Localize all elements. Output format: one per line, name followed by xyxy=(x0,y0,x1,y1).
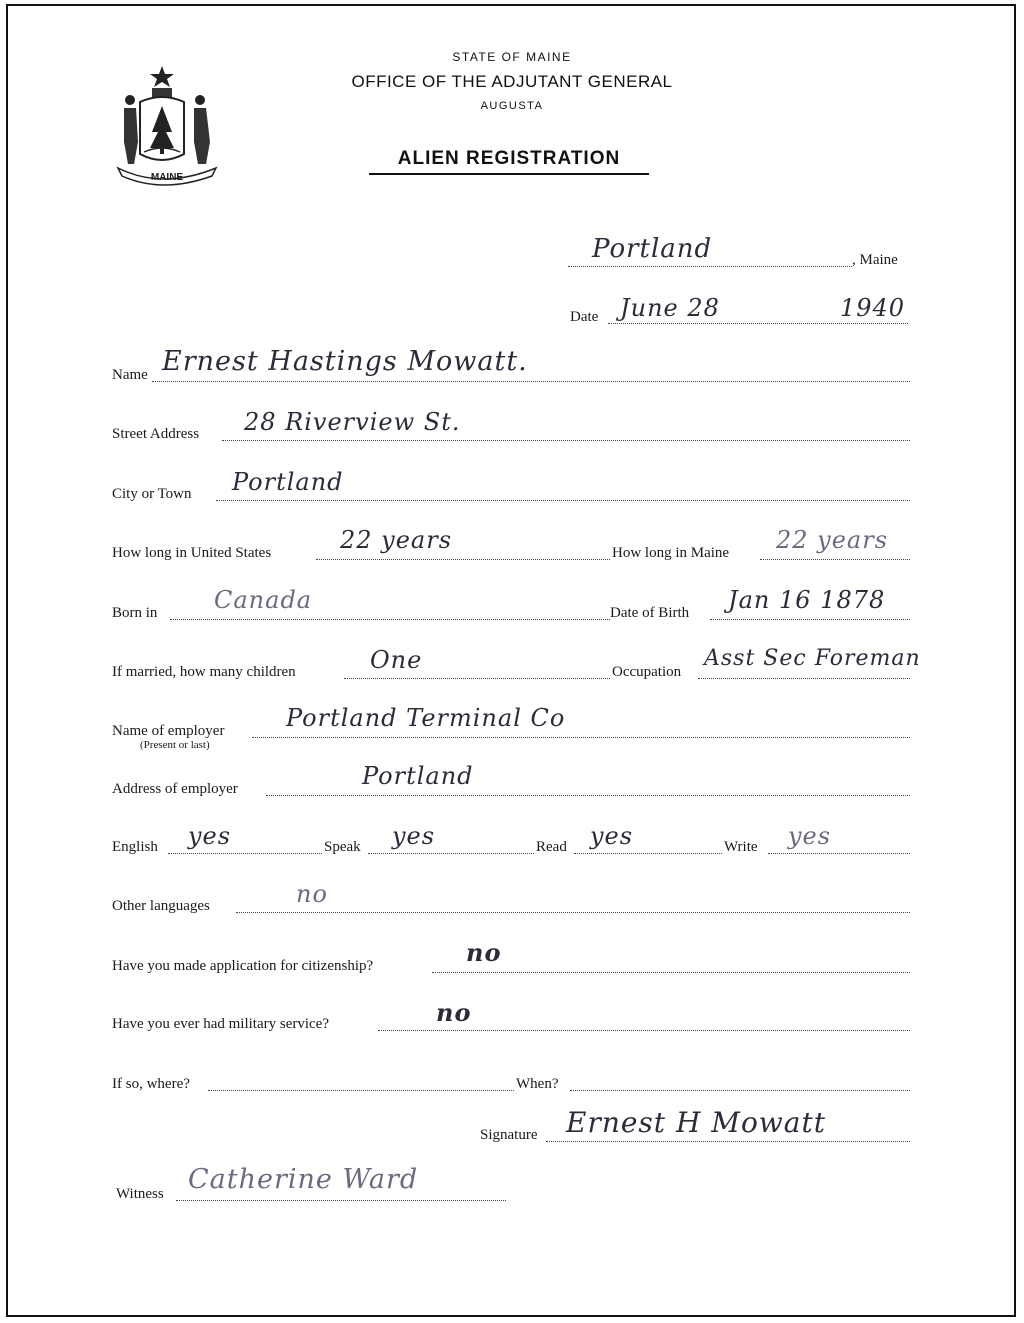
employer-label: Name of employer xyxy=(112,723,225,739)
employer-address-line xyxy=(266,795,910,796)
occupation-label: Occupation xyxy=(612,664,682,680)
born-in-value: Canada xyxy=(214,586,313,614)
street-line xyxy=(222,440,910,441)
english-line xyxy=(168,853,322,854)
other-languages-line xyxy=(236,912,910,913)
street-value: 28 Riverview St. xyxy=(244,408,461,436)
born-in-line xyxy=(170,619,610,620)
military-label: Have you ever had military service? xyxy=(112,1016,329,1032)
employer-sublabel: (Present or last) xyxy=(140,739,210,751)
born-in-label: Born in xyxy=(112,605,158,621)
speak-label: Speak xyxy=(324,839,361,855)
street-label: Street Address xyxy=(112,426,200,442)
employer-line xyxy=(252,737,910,738)
employer-address-label: Address of employer xyxy=(112,781,238,797)
years-maine-value: 22 years xyxy=(776,526,889,554)
date-label: Date xyxy=(570,309,599,325)
read-value: yes xyxy=(590,822,634,850)
place-value: Portland xyxy=(592,234,713,264)
years-maine-line xyxy=(760,559,910,560)
employer-value: Portland Terminal Co xyxy=(286,704,566,732)
citizenship-line xyxy=(432,972,910,973)
header-office: OFFICE OF THE ADJUTANT GENERAL xyxy=(351,72,673,91)
witness-label: Witness xyxy=(116,1186,164,1202)
name-value: Ernest Hastings Mowatt. xyxy=(162,346,528,377)
write-value: yes xyxy=(788,822,832,850)
place-label: , Maine xyxy=(852,252,898,268)
read-line xyxy=(574,853,722,854)
other-languages-label: Other languages xyxy=(112,898,210,914)
military-value: no xyxy=(436,998,472,1027)
write-label: Write xyxy=(724,839,758,855)
citizenship-label: Have you made application for citizenship? xyxy=(112,958,374,974)
years-us-line xyxy=(316,559,610,560)
speak-value: yes xyxy=(392,822,436,850)
english-value: yes xyxy=(188,822,232,850)
years-maine-label: How long in Maine xyxy=(612,545,730,561)
where-label: If so, where? xyxy=(112,1076,190,1092)
occupation-line xyxy=(698,678,910,679)
citizenship-value: no xyxy=(466,938,502,967)
header-state: STATE OF MAINE xyxy=(452,50,572,64)
city-label: City or Town xyxy=(112,486,192,502)
signature-line xyxy=(546,1141,910,1142)
years-us-value: 22 years xyxy=(340,526,453,554)
witness-line xyxy=(176,1200,506,1201)
other-languages-value: no xyxy=(296,880,328,908)
military-line xyxy=(378,1030,910,1031)
dob-label: Date of Birth xyxy=(610,605,690,621)
english-label: English xyxy=(112,839,158,855)
header-city: AUGUSTA xyxy=(480,100,544,112)
speak-line xyxy=(368,853,534,854)
children-label: If married, how many children xyxy=(112,664,296,680)
dob-line xyxy=(710,619,910,620)
title-underline xyxy=(369,173,649,175)
name-label: Name xyxy=(112,367,148,383)
name-line xyxy=(152,381,910,382)
where-line xyxy=(208,1090,514,1091)
place-line xyxy=(568,266,852,267)
when-label: When? xyxy=(516,1076,559,1092)
city-value: Portland xyxy=(232,468,344,496)
dob-value: Jan 16 1878 xyxy=(728,586,886,614)
children-line xyxy=(344,678,610,679)
witness-value: Catherine Ward xyxy=(188,1164,419,1195)
form-title: ALIEN REGISTRATION xyxy=(397,148,621,169)
date-value: June 28 xyxy=(620,294,720,322)
city-line xyxy=(216,500,910,501)
signature-value: Ernest H Mowatt xyxy=(566,1106,826,1139)
read-label: Read xyxy=(536,839,567,855)
seal-banner-text: MAINE xyxy=(150,172,184,183)
when-line xyxy=(570,1090,910,1091)
occupation-value: Asst Sec Foreman xyxy=(704,646,921,671)
date-line xyxy=(608,323,908,324)
write-line xyxy=(768,853,910,854)
date-year: 1940 xyxy=(840,294,906,322)
employer-address-value: Portland xyxy=(362,762,474,790)
children-value: One xyxy=(370,646,423,674)
signature-label: Signature xyxy=(480,1127,538,1143)
years-us-label: How long in United States xyxy=(112,545,272,561)
